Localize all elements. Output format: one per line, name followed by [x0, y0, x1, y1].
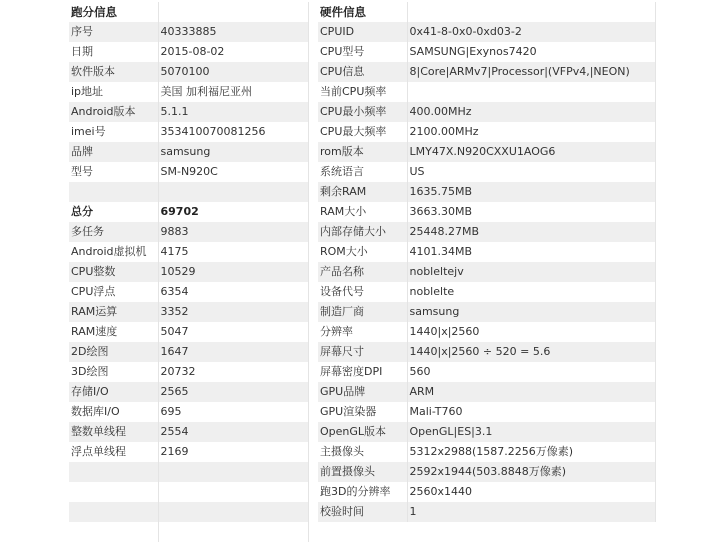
table-row: [318, 462, 655, 482]
table-row: [318, 482, 655, 502]
table-row: [318, 42, 655, 62]
row-value: [158, 2, 308, 22]
row-value: samsung: [158, 142, 308, 162]
table-row: [69, 242, 308, 262]
row-label: 序号: [69, 22, 158, 42]
section-title: 硬件信息: [318, 2, 407, 22]
row-value: 2554: [158, 422, 308, 442]
row-value: [407, 2, 655, 22]
hardware-info-table: [318, 2, 656, 522]
row-label: 校验时间: [318, 502, 407, 522]
table-row: [318, 382, 655, 402]
table-row: [318, 322, 655, 342]
row-value: SM-N920C: [158, 162, 308, 182]
row-label: RAM速度: [69, 322, 158, 342]
row-label: 存储I/O: [69, 382, 158, 402]
table-row: [318, 262, 655, 282]
row-value: 2565: [158, 382, 308, 402]
row-label: CPU信息: [318, 62, 407, 82]
table-row: [69, 302, 308, 322]
row-value: 400.00MHz: [407, 102, 655, 122]
table-row: [318, 422, 655, 442]
table-row: [318, 182, 655, 202]
table-row: [69, 422, 308, 442]
table-row: [69, 22, 308, 42]
row-value: 2169: [158, 442, 308, 462]
row-label: 3D绘图: [69, 362, 158, 382]
row-value: [158, 502, 308, 522]
row-label: [69, 502, 158, 522]
table-row: [318, 62, 655, 82]
row-label: RAM大小: [318, 202, 407, 222]
table-row: [69, 42, 308, 62]
row-value: 10529: [158, 262, 308, 282]
row-value: 0x41-8-0x0-0xd03-2: [407, 22, 655, 42]
row-value: 5312x2988(1587.2256万像素): [407, 442, 655, 462]
table-row: [318, 502, 655, 522]
table-row: [318, 402, 655, 422]
row-value: 2015-08-02: [158, 42, 308, 62]
row-value: [158, 462, 308, 482]
row-label: 2D绘图: [69, 342, 158, 362]
row-label: GPU渲染器: [318, 402, 407, 422]
section-header-row: [318, 2, 655, 22]
row-value: 美国 加利福尼亚州: [158, 82, 308, 102]
table-row: [69, 322, 308, 342]
row-value: OpenGL|ES|3.1: [407, 422, 655, 442]
row-value: 695: [158, 402, 308, 422]
table-row: [69, 222, 308, 242]
table-row: [69, 462, 308, 482]
row-value: [158, 522, 308, 542]
row-value: ARM: [407, 382, 655, 402]
row-value: nobleltejv: [407, 262, 655, 282]
row-label: [69, 462, 158, 482]
row-value: 1: [407, 502, 655, 522]
row-label: CPU最大频率: [318, 122, 407, 142]
table-row: [318, 442, 655, 462]
row-value: 5047: [158, 322, 308, 342]
row-label: imei号: [69, 122, 158, 142]
row-label: 系统语言: [318, 162, 407, 182]
row-label: 跑3D的分辨率: [318, 482, 407, 502]
row-label: 多任务: [69, 222, 158, 242]
table-row: [69, 282, 308, 302]
table-row: [69, 82, 308, 102]
row-value: samsung: [407, 302, 655, 322]
table-row: [318, 342, 655, 362]
row-value: 20732: [158, 362, 308, 382]
row-value: [158, 482, 308, 502]
row-value: 2100.00MHz: [407, 122, 655, 142]
section-header-row: [69, 2, 308, 22]
row-label: 数据库I/O: [69, 402, 158, 422]
row-label: 产品名称: [318, 262, 407, 282]
table-row: [69, 122, 308, 142]
row-label: CPU浮点: [69, 282, 158, 302]
table-row: [318, 162, 655, 182]
row-value: 5.1.1: [158, 102, 308, 122]
table-row: [69, 362, 308, 382]
table-row: [69, 162, 308, 182]
row-label: 品牌: [69, 142, 158, 162]
row-value: US: [407, 162, 655, 182]
row-value: [407, 82, 655, 102]
table-row: [69, 102, 308, 122]
row-label: 屏幕密度DPI: [318, 362, 407, 382]
row-value: 5070100: [158, 62, 308, 82]
table-row: [69, 342, 308, 362]
row-label: 日期: [69, 42, 158, 62]
row-label: [69, 522, 158, 542]
row-label: 整数单线程: [69, 422, 158, 442]
row-value: 1440|x|2560 ÷ 520 = 5.6: [407, 342, 655, 362]
table-row: [69, 522, 308, 542]
row-value: 1440|x|2560: [407, 322, 655, 342]
table-row: [69, 402, 308, 422]
row-label: Android版本: [69, 102, 158, 122]
table-row: [318, 22, 655, 42]
row-label: 软件版本: [69, 62, 158, 82]
row-label: 前置摄像头: [318, 462, 407, 482]
row-label: CPUID: [318, 22, 407, 42]
row-label: 设备代号: [318, 282, 407, 302]
row-value: 9883: [158, 222, 308, 242]
row-label: RAM运算: [69, 302, 158, 322]
table-row: [318, 362, 655, 382]
table-row: [318, 282, 655, 302]
row-label: 主摄像头: [318, 442, 407, 462]
row-value: 3663.30MB: [407, 202, 655, 222]
hardware-info-body: [318, 2, 655, 522]
row-value: 1635.75MB: [407, 182, 655, 202]
row-label: 型号: [69, 162, 158, 182]
row-value: Mali-T760: [407, 402, 655, 422]
table-row: [318, 82, 655, 102]
row-value: SAMSUNG|Exynos7420: [407, 42, 655, 62]
table-row: [69, 142, 308, 162]
row-value: 25448.27MB: [407, 222, 655, 242]
table-row: [318, 222, 655, 242]
row-label: [69, 482, 158, 502]
row-value: 6354: [158, 282, 308, 302]
table-row: [69, 182, 308, 202]
row-label: ip地址: [69, 82, 158, 102]
row-label: 内部存储大小: [318, 222, 407, 242]
row-label: CPU最小频率: [318, 102, 407, 122]
section-title: 跑分信息: [69, 2, 158, 22]
row-label: 当前CPU频率: [318, 82, 407, 102]
row-value: 353410070081256: [158, 122, 308, 142]
table-row: [318, 122, 655, 142]
row-label: 剩余RAM: [318, 182, 407, 202]
row-label: 分辨率: [318, 322, 407, 342]
table-row: [69, 382, 308, 402]
table-row: [69, 482, 308, 502]
table-row: [69, 262, 308, 282]
row-label: CPU型号: [318, 42, 407, 62]
row-value: 4101.34MB: [407, 242, 655, 262]
row-value: 560: [407, 362, 655, 382]
row-value: 3352: [158, 302, 308, 322]
row-value: 8|Core|ARMv7|Processor|(VFPv4,|NEON): [407, 62, 655, 82]
table-row: [69, 442, 308, 462]
benchmark-info-table: [69, 2, 309, 542]
row-label: CPU整数: [69, 262, 158, 282]
row-label: 总分: [69, 202, 158, 222]
row-value: 40333885: [158, 22, 308, 42]
table-row: [318, 102, 655, 122]
row-label: 制造厂商: [318, 302, 407, 322]
table-row: [69, 502, 308, 522]
row-value: 2592x1944(503.8848万像素): [407, 462, 655, 482]
row-label: 浮点单线程: [69, 442, 158, 462]
row-value: 2560x1440: [407, 482, 655, 502]
row-label: GPU品牌: [318, 382, 407, 402]
row-value: 69702: [158, 202, 308, 222]
row-label: rom版本: [318, 142, 407, 162]
row-label: OpenGL版本: [318, 422, 407, 442]
row-label: 屏幕尺寸: [318, 342, 407, 362]
table-row: [318, 142, 655, 162]
row-value: [158, 182, 308, 202]
row-value: noblelte: [407, 282, 655, 302]
row-value: 4175: [158, 242, 308, 262]
table-row: [318, 302, 655, 322]
table-row: [318, 242, 655, 262]
row-value: LMY47X.N920CXXU1AOG6: [407, 142, 655, 162]
benchmark-info-body: [69, 2, 308, 542]
table-row: [69, 62, 308, 82]
row-value: 1647: [158, 342, 308, 362]
table-row: [318, 202, 655, 222]
total-score-row: [69, 202, 308, 222]
row-label: ROM大小: [318, 242, 407, 262]
row-label: [69, 182, 158, 202]
row-label: Android虚拟机: [69, 242, 158, 262]
